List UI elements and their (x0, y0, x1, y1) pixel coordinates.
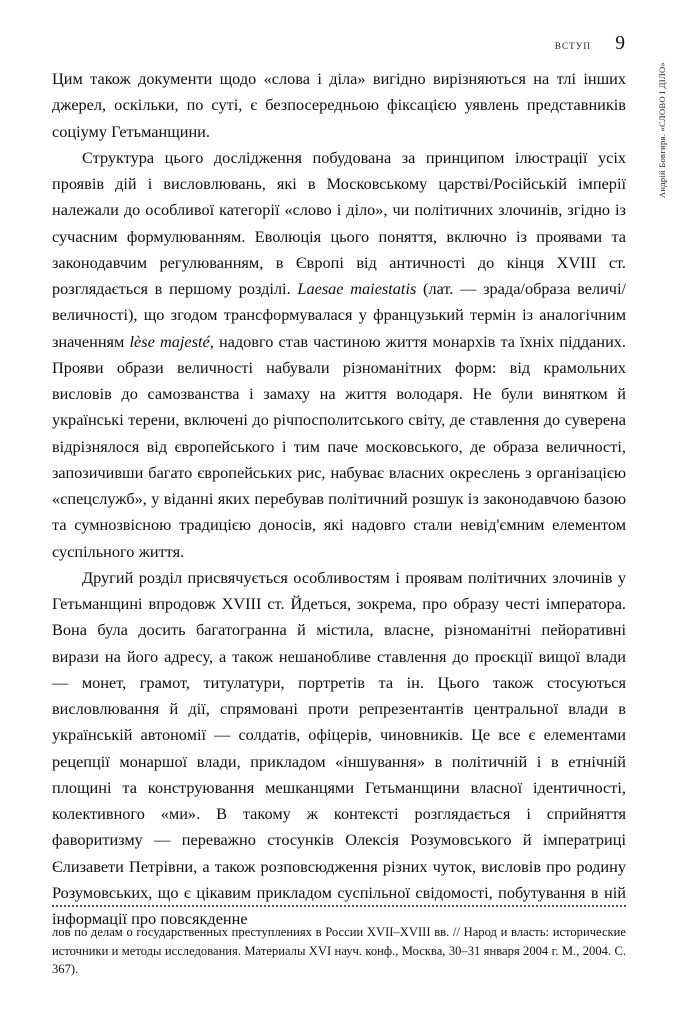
french-term-lese-majeste: lèse majesté (129, 331, 210, 351)
latin-term-laesae-maiestatis: Laesae maiestatis (297, 279, 417, 298)
paragraph-2-tail: , надовго став частиною життя монархів та їхніх підданих. Прояви образи величності набували різноманітних форм: від крамольних висловів до самозванства і замаху на життя володаря. Не були винятком й українські терени, включені до річпосполитського світу, де ставлення до суверена відрізнялося від європейського і тим паче московського, де образа величності, запозичивши багато європейських рис, набуває власних окреслень з організацією «спецслужб», у віданні яких перебував політичний розшук із законодавчою базою та сумнозвісною традицією доносів, які надовго стали невід'ємним елементом суспільного життя. (52, 331, 626, 561)
paragraph-1: Цим також документи щодо «слова і діла» вигідно вирізняються на тлі інших джерел, оскільки, по суті, є безпосередньою фіксацією уявлень представників соціуму Гетьманщини. (52, 69, 626, 141)
side-running-title (653, 62, 671, 362)
footnote-text: лов по делам о государственных преступлениях в России XVII–XVIII вв. // Народ и власть: исторические источники и методы исследования. Материалы XVI науч. конф., Москва, 30–31 января 2004 г. М., 2004. С. 367). (52, 925, 626, 977)
running-head-section-name: вступ (554, 38, 591, 52)
paragraph-3: Другий розділ присвячується особливостям і проявам політичних злочинів у Гетьманщині впродовж XVIII ст. Йдеться, зокрема, про образу честі імператора. Вона була досить багатогранна й містила, власне, різноманітні пейоративні вирази на його адресу, а також нешанобливе ставлення до проєкції вищої влади — монет, грамот, титулатури, портретів та ін. Цього також стосуються висловлювання й дії, спрямовані проти репрезентантів центральної влади в українській автономії — солдатів, офіцерів, чиновників. Це все є елементами рецепції монаршої влади, прикладом «іншування» в політичній і в етнічній площині та конструювання мешканцями Гетьманщини власної ідентичності, колективного «ми». В такому ж контексті розглядається і сприйняття фаворитизму — переважно стосунків Олексія Розумовського й імператриці Єлизавети Петрівни, а також розповсюдження різних чуток, висловів про родину Розумовських, що є цікавим прикладом суспільної свідомості, побутування в ній інформації про повсякденне (52, 567, 626, 928)
footnote-separator-rule (52, 905, 626, 916)
paragraph-2 (52, 145, 626, 565)
running-head (52, 33, 625, 55)
paragraph-2-lead: Структура цього дослідження побудована за принципом ілюстрації усіх проявів дій і висловлювань, які в Московському царстві/Російській імперії належали до особливої категорії «слово і діло», чи політичних злочинів, згідно із сучасним формулюванням. Еволюція цього поняття, включно із проявами та законодавчим регулюванням, в Європі від античності до кінця XVIII ст. розглядається в першому розділі. (52, 147, 626, 298)
page-number: 9 (615, 33, 625, 54)
body-text-column (52, 66, 626, 932)
footnote-area (52, 905, 626, 979)
paragraph-2-middle: (лат. — зрада/образа величі/величності), що згодом трансформувалася у французький термін із аналогічним значенням (52, 279, 627, 351)
side-running-title-text: Андрій Бовгиря. «СЛОВО І ДІЛО» (657, 62, 667, 199)
